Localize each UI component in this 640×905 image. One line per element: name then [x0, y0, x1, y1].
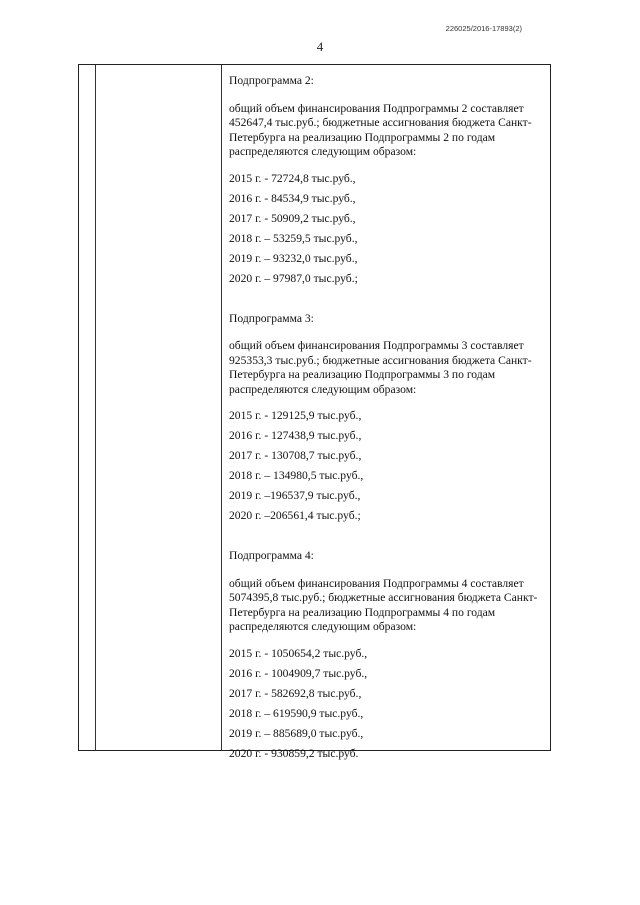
- year-line: 2020 г. –206561,4 тыс.руб.;: [229, 509, 361, 522]
- year-line: 2015 г. - 1050654,2 тыс.руб.,: [229, 646, 368, 660]
- year-line: 2019 г. –196537,9 тыс.руб.,: [229, 489, 361, 502]
- year-line: 2018 г. – 134980,5 тыс.руб.,: [229, 469, 364, 482]
- year-line: 2015 г. - 72724,8 тыс.руб.,: [229, 171, 356, 185]
- subprogram-4-text: общий объем финансирования Подпрограммы 4 составляет 5074395,8 тыс.руб.; бюджетные ассигнования бюджета Санкт-Петербурга на реализацию Подпрограммы 4 по годам распределяются следующим образом:: [229, 576, 538, 633]
- funding-cell: [229, 74, 541, 787]
- column-divider-1: [95, 65, 96, 750]
- year-line: 2017 г. - 582692,8 тыс.руб.,: [229, 686, 362, 700]
- subprogram-4-heading: Подпрограмма 4:: [229, 549, 314, 562]
- subprogram-2-heading: Подпрограмма 2:: [229, 74, 314, 87]
- subprogram-3-heading: Подпрограмма 3:: [229, 311, 314, 325]
- year-line: 2017 г. - 50909,2 тыс.руб.,: [229, 211, 356, 225]
- subprogram-2-section: [229, 74, 541, 292]
- year-line: 2018 г. – 619590,9 тыс.руб.,: [229, 706, 364, 720]
- document-id: 226025/2016-17893(2): [445, 24, 522, 33]
- year-line: 2019 г. – 885689,0 тыс.руб.,: [229, 726, 364, 740]
- year-line: 2020 г. – 97987,0 тыс.руб.;: [229, 271, 358, 285]
- year-line: 2018 г. – 53259,5 тыс.руб.,: [229, 231, 358, 245]
- subprogram-3-section: [229, 312, 541, 530]
- budget-table: [78, 64, 551, 760]
- page-number: 4: [316, 39, 324, 54]
- subprogram-2-text: общий объем финансирования Подпрограммы 2 составляет 452647,4 тыс.руб.; бюджетные ассигнования бюджета Санкт-Петербурга на реализацию Подпрограммы 2 по годам распределяются следующим образом:: [229, 101, 532, 158]
- year-line: 2016 г. - 1004909,7 тыс.руб.,: [229, 666, 368, 680]
- year-line: 2019 г. – 93232,0 тыс.руб.,: [229, 251, 358, 265]
- year-line: 2016 г. - 127438,9 тыс.руб.,: [229, 429, 362, 442]
- year-line: 2020 г. - 930859,2 тыс.руб.: [229, 746, 359, 760]
- year-line: 2015 г. - 129125,9 тыс.руб.,: [229, 409, 362, 422]
- subprogram-3-text: общий объем финансирования Подпрограммы 3 составляет 925353,3 тыс.руб.; бюджетные ассигнования бюджета Санкт-Петербурга на реализацию Подпрограммы 3 по годам распределяются следующим образом:: [229, 339, 532, 396]
- subprogram-4-section: [229, 549, 541, 767]
- column-divider-2: [221, 65, 222, 750]
- year-line: 2017 г. - 130708,7 тыс.руб.,: [229, 449, 362, 462]
- year-line: 2016 г. - 84534,9 тыс.руб.,: [229, 191, 356, 205]
